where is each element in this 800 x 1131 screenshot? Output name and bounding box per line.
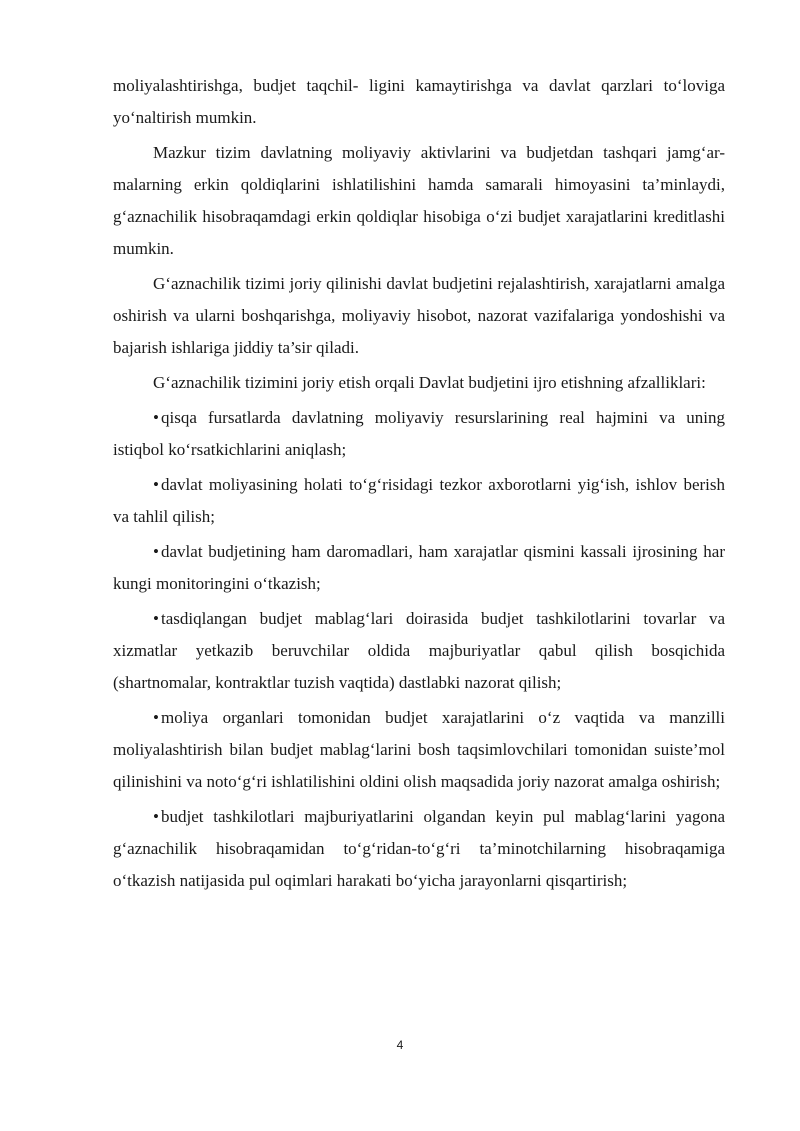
bullet-icon: •: [153, 807, 159, 826]
paragraph: G‘aznachilik tizimini joriy etish orqali Davlat budjetini ijro etishning afzalliklari:: [153, 373, 706, 392]
paragraph: G‘aznachilik tizimi joriy qilinishi davlat budjetini rejalashtirish, xarajatlarni amalga oshirish va ularni boshqarishga, moliyaviy hisobot, nazorat vazifalariga yondoshishi va bajarish ishlariga jiddiy ta’sir qiladi.: [113, 274, 725, 357]
bullet-item: [113, 536, 725, 600]
bullet-item: [113, 801, 725, 897]
bullet-item: [113, 702, 725, 798]
bullet-icon: •: [153, 408, 159, 427]
bullet-text: tasdiqlangan budjet mablag‘lari doirasida budjet tashkilotlarini tovarlar va xizmatlar yetkazib beruvchilar oldida majburiyatlar qabul qilish bosqichida (shartnomalar, kontraktlar tuzish vaqtida) dastlabki nazorat qilish;: [113, 609, 725, 692]
bullet-text: moliya organlari tomonidan budjet xarajatlarini o‘z vaqtida va manzilli moliyalashtirish bilan budjet mablag‘larini bosh taqsimlovchilari tomonidan suiste’mol qilinishini va noto‘g‘ri ishlatilishini oldini olish maqsadida joriy nazorat amalga oshirish;: [113, 708, 725, 791]
page-number: 4: [396, 1038, 404, 1052]
document-page: [113, 70, 725, 900]
paragraph-continuation: moliyalashtirishga, budjet taqchil- ligini kamaytirishga va davlat qarzlari to‘loviga yo‘naltirish mumkin.: [113, 76, 725, 127]
bullet-icon: •: [153, 708, 159, 727]
bullet-icon: •: [153, 475, 159, 494]
bullet-icon: •: [153, 542, 159, 561]
paragraph: Mazkur tizim davlatning moliyaviy aktivlarini va budjetdan tashqari jamg‘ar-malarning erkin qoldiqlarini ishlatilishini hamda samarali himoyasini ta’minlaydi, g‘aznachilik hisobraqamdagi erkin qoldiqlar hisobiga o‘zi budjet xarajatlarini kreditlashi mumkin.: [113, 143, 725, 258]
bullet-text: davlat budjetining ham daromadlari, ham xarajatlar qismini kassali ijrosining har kungi monitoringini o‘tkazish;: [113, 542, 725, 593]
bullet-text: davlat moliyasining holati to‘g‘risidagi tezkor axborotlarni yig‘ish, ishlov berish va tahlil qilish;: [113, 475, 725, 526]
bullet-text: budjet tashkilotlari majburiyatlarini olgandan keyin pul mablag‘larini yagona g‘aznachilik hisobraqamidan to‘g‘ridan-to‘g‘ri ta’minotchilarning hisobraqamiga o‘tkazish natijasida pul oqimlari harakati bo‘yicha jarayonlarni qisqartirish;: [113, 807, 725, 890]
bullet-item: [113, 469, 725, 533]
bullet-text: qisqa fursatlarda davlatning moliyaviy resurslarining real hajmini va uning istiqbol ko‘rsatkichlarini aniqlash;: [113, 408, 725, 459]
bullet-item: [113, 603, 725, 699]
bullet-item: [113, 402, 725, 466]
bullet-icon: •: [153, 609, 159, 628]
